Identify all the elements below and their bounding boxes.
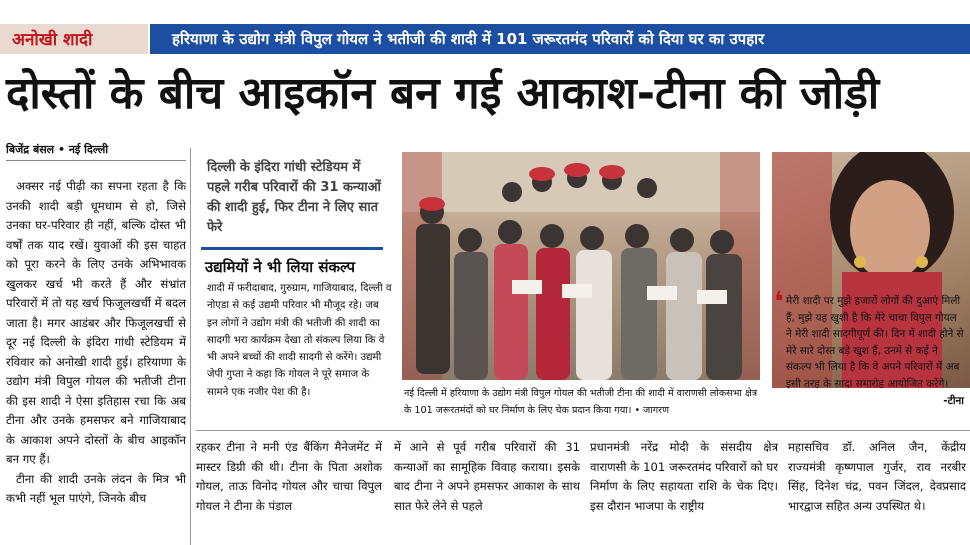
kicker-text: हरियाणा के उद्योग मंत्री विपुल गोयल ने भतीजी की शादी में 101 जरूरतमंद परिवारों को दिया घर का उपहार: [172, 30, 765, 48]
bride-quote: [786, 293, 964, 409]
section-tag: अनोखी शादी: [12, 30, 93, 50]
byline-divider: [6, 160, 186, 161]
quote-mark-icon: ❛: [774, 285, 784, 318]
article-column-5: महासचिव डॉ. अनिल जैन, केंद्रीय राज्यमंत्री कृष्णपाल गुर्जर, राव नरबीर सिंह, दिनेश चंद्र, पवन जिंदल, देवप्रसाद भारद्वाज सहित अन्य उपस्थित थे।: [788, 440, 966, 513]
bride-quote-sign: -टीना: [943, 394, 964, 407]
article-column-2: रहकर टीना ने मनी एंड बैंकिंग मैनेजमेंट में मास्टर डिग्री की थी। टीना के पिता अशोक गोयल, ताऊ विनोद गोयल और चाचा विपुल गोयल ने टीना के पंडाल: [196, 440, 382, 513]
photo-caption: नई दिल्ली में हरियाणा के उद्योग मंत्री विपुल गोयल की भतीजी टीना की शादी में वाराणसी लोकसभा क्षेत्र के 101 जरूरतमंदों को घर निर्माण के लिए चेक प्रदान किया गया। • जागरण: [404, 388, 758, 416]
headline: दोस्तों के बीच आइकॉन बन गई आकाश-टीना की जोड़ी: [6, 68, 880, 119]
kicker-bar: [150, 24, 970, 54]
article-column-4: प्रधानमंत्री नरेंद्र मोदी के संसदीय क्षेत्र वाराणसी के 101 जरूरतमंद परिवारों को घर निर्माण के लिए सहायता राशि के चेक दिए। इस दौरान भाजपा के राष्ट्रीय: [590, 440, 778, 513]
column-divider: [190, 148, 191, 545]
pull-quote-rule: [201, 247, 383, 250]
pull-quote: दिल्ली के इंदिरा गांधी स्टेडियम में पहले गरीब परिवारों की 31 कन्याओं की शादी हुई, फिर टीना ने लिए सात फेरे: [207, 160, 381, 235]
paragraph-1: अक्सर नई पीढ़ी का सपना रहता है कि उनकी शादी बड़ी धूमधाम से हो, जिसे उनका घर-परिवार ही नहीं, बल्कि दोस्त भी वर्षों तक याद रखें। युवाओं की इस चाहत को पूरा करने के लिए उनके अभिभावक खुलकर खर्च भी करते हैं और संभ्रांत परिवारों में तो यह खर्च फिजूलखर्ची में बदल जाता है। मगर आडंबर और फिजूलखर्ची से दूर नई दिल्ली के इंदिरा गांधी स्टेडियम में रविवार को अनोखी शादी हुई। हरियाणा के उद्योग मंत्री विपुल गोयल की भतीजी टीना की इस शादी ने ऐसा इतिहास रचा कि अब टीना और उनके हमसफर बने गाजियाबाद के आकाश अपने दोस्तों के बीच आइकॉन बन गए हैं।: [6, 179, 186, 466]
event-photo-illustration: [402, 152, 760, 380]
article-column-3: में आने से पूर्व गरीब परिवारों की 31 कन्याओं का सामूहिक विवाह कराया। इसके बाद टीना ने अपने हमसफर आकाश के साथ सात फेरे लेने से पहले: [394, 440, 580, 513]
bride-quote-text: मेरी शादी पर मुझे हजारों लोगों की दुआएं मिली हैं, मुझे यह खुशी है कि मेरे चाचा विपुल गोयल ने मेरी शादी सादगीपूर्ण की। दिन में शादी होने से मेरे सारे दोस्त बड़े खुश हैं, उनमें से कई ने संकल्प भी लिया है कि वे अपने परिवारों में अब इसी तरह के सादा समारोह आयोजित करेंगे।: [786, 295, 964, 390]
sidebar-body: शादी में फरीदाबाद, गुरुग्राम, गाजियाबाद, दिल्ली व नोएडा से कई उद्यमी परिवार भी मौजूद रहे। जब इन लोगों ने उद्योग मंत्री की भतीजी की शादी का सादगी भरा कार्यक्रम देखा तो संकल्प लिया कि वे भी अपने बच्चों की शादी सादगी से करेंगे। उद्यमी जेपी गुप्ता ने कहा कि गोयल ने पूरे समाज के सामने एक नजीर पेश की है।: [207, 283, 392, 398]
event-photo: [402, 152, 760, 380]
subheading: उद्यमियों ने भी लिया संकल्प: [205, 258, 356, 276]
article-column-1: [6, 177, 186, 545]
paragraph-2: टीना की शादी उनके लंदन के मित्र भी कभी नहीं भूल पाएंगे, जिनके बीच: [6, 471, 186, 505]
section-divider: [196, 430, 970, 431]
byline: बिजेंद्र बंसल • नई दिल्ली: [6, 143, 109, 156]
